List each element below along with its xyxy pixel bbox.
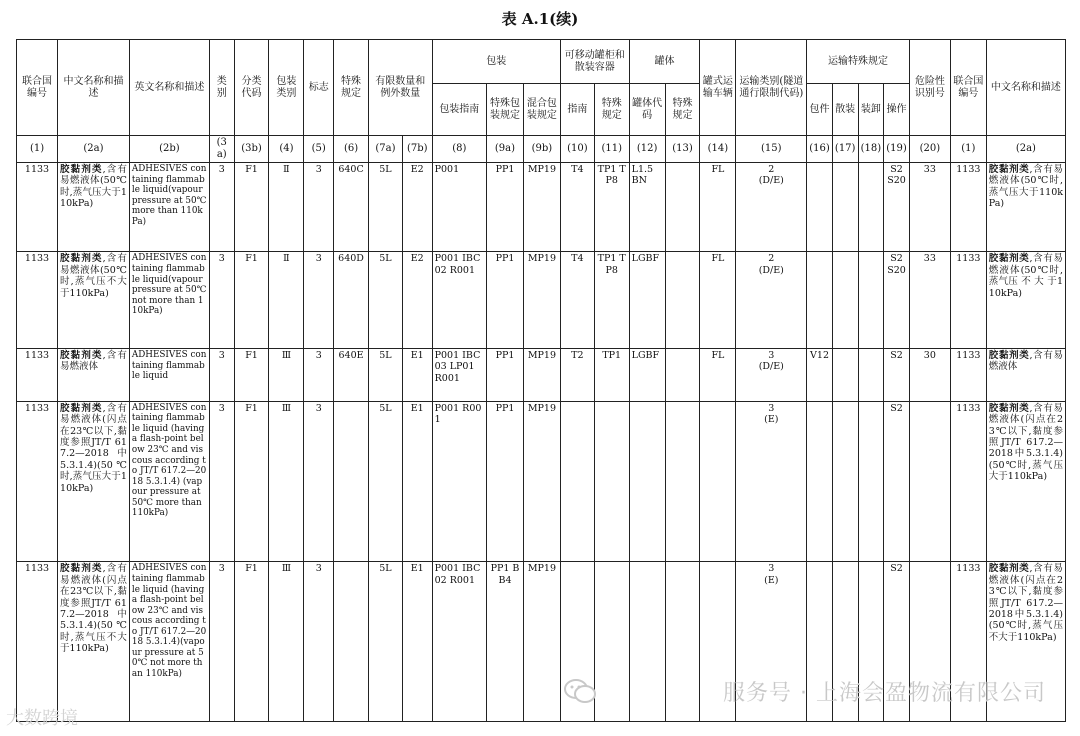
tank-code-cell — [629, 401, 665, 562]
code-cell: F1 — [234, 348, 269, 401]
name-description: ,含有易燃液体 — [988, 349, 1063, 373]
tunnel-code: (D/E) — [758, 361, 784, 373]
tank-special-cell — [665, 348, 700, 401]
pkg-cell: V12 — [807, 348, 833, 401]
en-name-cell: ADHESIVES containing flammable liquid(vapour pressure at 50℃ not more than 110kPa) — [129, 252, 209, 349]
header-packing-instr: 包装指南 — [432, 84, 486, 136]
name-description: ,含有易燃液体(50℃时,蒸气压大于110kPa) — [60, 164, 127, 210]
class-cell: 3 — [209, 348, 234, 401]
header-un-2: 联合国编号 — [950, 40, 986, 136]
special-cell: 640D — [334, 252, 369, 349]
vehicle-cell: FL — [700, 163, 736, 252]
name-bold: 胶黏剂类 — [60, 402, 103, 414]
cn-name-cell — [58, 252, 130, 349]
label-cell: 3 — [304, 401, 334, 562]
name-bold: 胶黏剂类 — [988, 349, 1030, 361]
column-number: (7b) — [402, 136, 432, 163]
ltd-cell: 5L — [369, 252, 403, 349]
mixed-cell: MP19 — [523, 252, 560, 349]
column-number: (16) — [807, 136, 833, 163]
header-portable-special: 特殊规定 — [594, 84, 629, 136]
column-number: (1) — [17, 136, 58, 163]
name-bold: 胶黏剂类 — [60, 349, 103, 361]
column-number: (18) — [858, 136, 884, 163]
header-packing: 包装 — [432, 40, 560, 84]
header-packing-special: 特殊包装规定 — [487, 84, 524, 136]
exc-cell: E1 — [402, 401, 432, 562]
mixed-cell: MP19 — [523, 163, 560, 252]
transport-cat-cell — [736, 163, 807, 252]
portable-special-cell: TP1 — [594, 348, 629, 401]
code-cell: F1 — [234, 163, 269, 252]
un2-cell: 1133 — [950, 348, 986, 401]
class-cell: 3 — [209, 163, 234, 252]
label-cell: 3 — [304, 252, 334, 349]
name-description: ,含有易燃液体(50℃时,蒸气压 不 大 于110kPa) — [988, 253, 1063, 299]
packing-special-cell: PP1 — [487, 163, 524, 252]
transport-category: 2 — [768, 253, 775, 265]
code-cell: F1 — [234, 252, 269, 349]
ltd-cell: 5L — [369, 401, 403, 562]
un-cell: 1133 — [17, 252, 58, 349]
label-cell: 3 — [304, 348, 334, 401]
pkg-cell — [807, 163, 833, 252]
packing-instr-cell: P001 — [432, 163, 486, 252]
portable-instr-cell — [560, 401, 594, 562]
mixed-cell: MP19 — [523, 348, 560, 401]
cn-name2-cell — [986, 348, 1065, 401]
pg-cell: Ⅱ — [269, 252, 304, 349]
cn-name2-cell — [986, 401, 1065, 562]
column-number: (2a) — [58, 136, 130, 163]
pkg-cell — [807, 401, 833, 562]
table-row — [17, 163, 1066, 252]
un2-cell: 1133 — [950, 163, 986, 252]
header-load: 装卸 — [858, 84, 884, 136]
class-cell: 3 — [209, 562, 234, 722]
header-code: 分类代码 — [234, 40, 269, 136]
name-bold: 胶黏剂类 — [60, 253, 103, 265]
portable-instr-cell: T2 — [560, 348, 594, 401]
header-tank-code: 罐体代码 — [629, 84, 665, 136]
name-bold: 胶黏剂类 — [60, 164, 103, 175]
watermark-text: 服务号 · 上海会盈物流有限公司 — [723, 681, 1046, 706]
table-header — [17, 40, 1066, 163]
op-cell: S2 S20 — [884, 163, 910, 252]
ltd-cell: 5L — [369, 348, 403, 401]
column-number: (4) — [269, 136, 304, 163]
table-row — [17, 252, 1066, 349]
tank-code-cell: LGBF — [629, 348, 665, 401]
portable-special-cell — [594, 401, 629, 562]
header-cn-name: 中文名称和描述 — [58, 40, 130, 136]
transport-cat-cell — [736, 252, 807, 349]
column-number: (5) — [304, 136, 334, 163]
column-number: (3a) — [209, 136, 234, 163]
header-bulk: 散装 — [832, 84, 858, 136]
dangerous-goods-table — [16, 39, 1066, 722]
packing-special-cell: PP1 — [487, 252, 524, 349]
name-bold: 胶黏剂类 — [988, 164, 1030, 175]
column-number: (1) — [950, 136, 986, 163]
tank-code-cell: L1.5 BN — [629, 163, 665, 252]
column-number: (11) — [594, 136, 629, 163]
pg-cell: Ⅲ — [269, 348, 304, 401]
tank-code-cell — [629, 562, 665, 722]
load-cell — [858, 348, 884, 401]
column-number: (8) — [432, 136, 486, 163]
packing-instr-cell: P001 IBC02 R001 — [432, 562, 486, 722]
tank-special-cell — [665, 562, 700, 722]
column-number: (17) — [832, 136, 858, 163]
vehicle-cell: FL — [700, 348, 736, 401]
header-transport-special: 运输特殊规定 — [807, 40, 910, 84]
table-title: 表 A.1(续) — [501, 10, 579, 28]
special-cell: 640E — [334, 348, 369, 401]
name-description: ,含有易燃液体(闪点在23℃以下,黏度参照JT/T 617.2—2018中5.3.1.4)(50℃时,蒸气压大于110kPa) — [988, 402, 1063, 483]
vehicle-cell: FL — [700, 252, 736, 349]
header-pkg: 包件 — [807, 84, 833, 136]
un-cell: 1133 — [17, 401, 58, 562]
tank-special-cell — [665, 401, 700, 562]
column-number: (9a) — [487, 136, 524, 163]
bulk-cell — [832, 163, 858, 252]
en-name-cell: ADHESIVES containing flammable liquid (having a flash-point below 23℃ and viscous according to JT/T 617.2—2018 5.3.1.4)(vapour pressure at 50℃ not more than 110kPa) — [129, 562, 209, 722]
exc-cell: E2 — [402, 252, 432, 349]
exc-cell: E1 — [402, 562, 432, 722]
hazard-cell: 33 — [909, 163, 950, 252]
un-cell: 1133 — [17, 348, 58, 401]
cn-name-cell — [58, 163, 130, 252]
column-number: (15) — [736, 136, 807, 163]
transport-category: 3 — [768, 349, 775, 361]
transport-category: 3 — [768, 402, 775, 414]
header-portable-instr: 指南 — [560, 84, 594, 136]
op-cell: S2 — [884, 348, 910, 401]
tank-special-cell — [665, 252, 700, 349]
en-name-cell: ADHESIVES containing flammable liquid — [129, 348, 209, 401]
hazard-cell — [909, 401, 950, 562]
portable-special-cell: TP1 TP8 — [594, 163, 629, 252]
name-bold: 胶黏剂类 — [988, 563, 1030, 575]
label-cell: 3 — [304, 562, 334, 722]
pg-cell: Ⅲ — [269, 562, 304, 722]
header-ltd: 有限数量和例外数量 — [369, 40, 433, 136]
header-vehicle: 罐式运输车辆 — [700, 40, 736, 136]
exc-cell: E2 — [402, 163, 432, 252]
un2-cell: 1133 — [950, 252, 986, 349]
portable-instr-cell: T4 — [560, 163, 594, 252]
load-cell — [858, 252, 884, 349]
op-cell: S2 — [884, 562, 910, 722]
table-body — [17, 163, 1066, 722]
column-number: (19) — [884, 136, 910, 163]
portable-special-cell — [594, 562, 629, 722]
column-number: (20) — [909, 136, 950, 163]
cn-name2-cell — [986, 163, 1065, 252]
header-tank-special: 特殊规定 — [665, 84, 700, 136]
tunnel-code: (E) — [764, 574, 779, 586]
transport-category: 3 — [768, 563, 775, 575]
name-description: ,含有易燃液体(50℃时,蒸气压不大于110kPa) — [60, 253, 127, 299]
header-tank: 罐体 — [629, 40, 700, 84]
transport-cat-cell — [736, 401, 807, 562]
watermark-left: 大数跨境 — [6, 708, 78, 729]
ltd-cell: 5L — [369, 562, 403, 722]
un2-cell: 1133 — [950, 562, 986, 722]
exc-cell: E1 — [402, 348, 432, 401]
name-description: ,含有易燃液体(闪点在23℃以下,黏度参照JT/T 617.2—2018中5.3.1.4)(50℃时,蒸气压不大于110kPa) — [988, 563, 1063, 643]
op-cell: S2 S20 — [884, 252, 910, 349]
packing-instr-cell: P001 IBC02 R001 — [432, 252, 486, 349]
tunnel-code: (D/E) — [758, 264, 784, 276]
mixed-cell: MP19 — [523, 562, 560, 722]
header-special: 特殊规定 — [334, 40, 369, 136]
pg-cell: Ⅲ — [269, 401, 304, 562]
en-name-cell: ADHESIVES containing flammable liquid(vapour pressure at 50℃ more than 110kPa) — [129, 163, 209, 252]
special-cell — [334, 562, 369, 722]
header-class: 类别 — [209, 40, 234, 136]
class-cell: 3 — [209, 252, 234, 349]
name-description: ,含有易燃液体 — [60, 349, 127, 373]
bulk-cell — [832, 401, 858, 562]
bulk-cell — [832, 348, 858, 401]
column-number: (3b) — [234, 136, 269, 163]
bulk-cell — [832, 252, 858, 349]
column-number-row — [17, 136, 1066, 163]
tank-special-cell — [665, 163, 700, 252]
column-number: (2a) — [986, 136, 1065, 163]
packing-instr-cell: P001 IBC03 LP01 R001 — [432, 348, 486, 401]
vehicle-cell — [700, 401, 736, 562]
transport-cat-cell — [736, 348, 807, 401]
pg-cell: Ⅱ — [269, 163, 304, 252]
op-cell: S2 — [884, 401, 910, 562]
header-label: 标志 — [304, 40, 334, 136]
tank-code-cell: LGBF — [629, 252, 665, 349]
special-cell — [334, 401, 369, 562]
packing-special-cell: PP1 BB4 — [487, 562, 524, 722]
table-row — [17, 401, 1066, 562]
code-cell: F1 — [234, 401, 269, 562]
label-cell: 3 — [304, 163, 334, 252]
column-number: (14) — [700, 136, 736, 163]
packing-special-cell: PP1 — [487, 401, 524, 562]
header-portable: 可移动罐柜和散装容器 — [560, 40, 629, 84]
name-description: ,含有易燃液体(闪点在23℃以下,黏度参照JT/T 617.2—2018中5.3.1.4)(50℃时,蒸气压不大于110kPa) — [60, 563, 127, 655]
header-hazard: 危险性识别号 — [909, 40, 950, 136]
ltd-cell: 5L — [369, 163, 403, 252]
tunnel-code: (D/E) — [758, 175, 784, 187]
un2-cell: 1133 — [950, 401, 986, 562]
header-mixed: 混合包装规定 — [523, 84, 560, 136]
name-bold: 胶黏剂类 — [988, 253, 1030, 265]
wechat-icon — [563, 678, 597, 704]
column-number: (9b) — [523, 136, 560, 163]
cn-name-cell — [58, 562, 130, 722]
transport-category: 2 — [768, 164, 775, 175]
code-cell: F1 — [234, 562, 269, 722]
name-description: ,含有易燃液体(闪点在23℃以下,黏度参照JT/T 617.2—2018中5.3.1.4)(50℃时,蒸气压大于110kPa) — [60, 402, 127, 494]
en-name-cell: ADHESIVES containing flammable liquid (having a flash-point below 23℃ and viscous according to JT/T 617.2—2018 5.3.1.4) (vapour pressure at 50℃ more than 110kPa) — [129, 401, 209, 562]
header-transport-cat: 运输类别(隧道通行限制代码) — [736, 40, 807, 136]
un-cell: 1133 — [17, 562, 58, 722]
hazard-cell: 30 — [909, 348, 950, 401]
pkg-cell — [807, 252, 833, 349]
portable-special-cell: TP1 TP8 — [594, 252, 629, 349]
header-un: 联合国编号 — [17, 40, 58, 136]
column-number: (7a) — [369, 136, 403, 163]
packing-special-cell: PP1 — [487, 348, 524, 401]
class-cell: 3 — [209, 401, 234, 562]
header-pg: 包装类别 — [269, 40, 304, 136]
special-cell: 640C — [334, 163, 369, 252]
load-cell — [858, 401, 884, 562]
column-number: (10) — [560, 136, 594, 163]
load-cell — [858, 163, 884, 252]
column-number: (6) — [334, 136, 369, 163]
mixed-cell: MP19 — [523, 401, 560, 562]
column-number: (12) — [629, 136, 665, 163]
hazard-cell: 33 — [909, 252, 950, 349]
cn-name-cell — [58, 401, 130, 562]
table-row — [17, 348, 1066, 401]
packing-instr-cell: P001 R001 — [432, 401, 486, 562]
cn-name-cell — [58, 348, 130, 401]
header-cn-name-2: 中文名称和描述 — [986, 40, 1065, 136]
name-bold: 胶黏剂类 — [988, 402, 1030, 414]
header-op: 操作 — [884, 84, 910, 136]
header-en-name: 英文名称和描述 — [129, 40, 209, 136]
cn-name2-cell — [986, 252, 1065, 349]
column-number: (13) — [665, 136, 700, 163]
tunnel-code: (E) — [764, 414, 779, 426]
un-cell: 1133 — [17, 163, 58, 252]
column-number: (2b) — [129, 136, 209, 163]
portable-instr-cell: T4 — [560, 252, 594, 349]
name-bold: 胶黏剂类 — [60, 563, 103, 575]
name-description: ,含有易燃液体(50℃时,蒸气压大于110kPa) — [988, 164, 1063, 210]
